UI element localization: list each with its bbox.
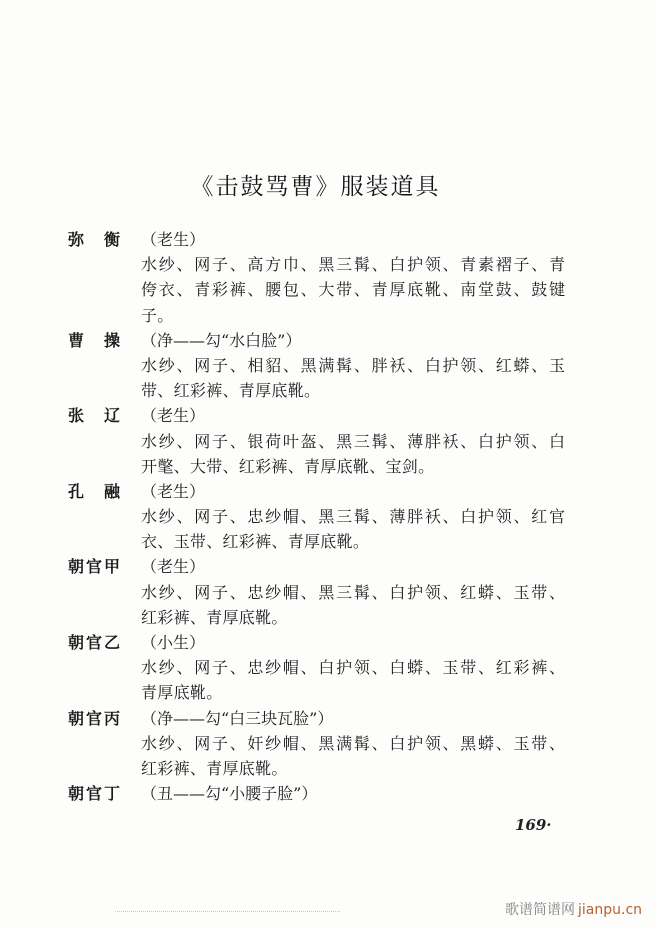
costume-line: 红彩裤、青厚底靴。 (141, 758, 288, 778)
character-name: 朝官甲 (68, 557, 120, 577)
costume-line: 水纱、网子、银荷叶盔、黑三髯、薄胖袄、白护领、白 (141, 431, 565, 451)
costume-line: 水纱、网子、忠纱帽、黑三髯、薄胖袄、白护领、红官 (141, 507, 565, 527)
character-entry (0, 479, 655, 555)
character-name: 朝官乙 (68, 633, 120, 652)
character-role: （老生） (141, 557, 206, 577)
costume-line: 水纱、网子、奸纱帽、黑满髯、白护领、黑蟒、玉带、 (141, 733, 565, 753)
character-role: （净——勾“水白脸”） (141, 330, 302, 350)
character-name: 弥衡 (68, 230, 120, 249)
character-name: 张辽 (68, 406, 120, 426)
costume-line: 青厚底靴。 (141, 683, 223, 703)
costume-line: 衣、玉带、红彩裤、青厚底靴。 (141, 532, 370, 552)
scan-artifact-divider (115, 911, 340, 912)
page-number: 169· (515, 816, 552, 834)
site-watermark (505, 900, 642, 920)
character-entry (0, 706, 655, 782)
character-entry (0, 554, 655, 630)
costume-line: 侉衣、青彩裤、腰包、大带、青厚底靴、南堂鼓、鼓键 (141, 280, 565, 300)
watermark-site-name: 歌谱简谱网 (505, 902, 575, 918)
character-name: 孔融 (68, 481, 120, 501)
costume-line: 带、红彩裤、青厚底靴。 (141, 381, 321, 401)
character-role: （丑——勾“小腰子脸”） (141, 784, 318, 804)
character-role: （老生） (141, 230, 206, 249)
character-role: （净——勾“白三块瓦脸”） (141, 708, 334, 728)
character-role: （老生） (141, 481, 206, 501)
character-entry (0, 328, 655, 404)
costume-line: 水纱、网子、忠纱帽、黑三髯、白护领、红蟒、玉带、 (141, 582, 565, 602)
character-name: 朝官丁 (68, 784, 120, 804)
character-name: 曹操 (68, 330, 120, 350)
watermark-url: jianpu.cn (578, 902, 643, 918)
costume-line: 子。 (141, 305, 174, 325)
character-name: 朝官丙 (68, 708, 120, 728)
costume-line: 红彩裤、青厚底靴。 (141, 607, 288, 627)
costume-line: 开氅、大带、红彩裤、青厚底靴、宝剑。 (141, 456, 435, 476)
costume-line: 水纱、网子、相貂、黑满髯、胖袄、白护领、红蟒、玉 (141, 355, 565, 375)
character-entry (0, 227, 655, 328)
character-entry (0, 630, 655, 706)
character-entry (0, 781, 655, 806)
page-title: 《击鼓骂曹》服装道具 (190, 174, 441, 200)
character-entry (0, 403, 655, 479)
costume-line: 水纱、网子、忠纱帽、白护领、白蟒、玉带、红彩裤、 (141, 658, 565, 678)
costume-line: 水纱、网子、高方巾、黑三髯、白护领、青素褶子、青 (141, 255, 565, 275)
character-role: （老生） (141, 406, 206, 426)
character-role: （小生） (141, 633, 206, 652)
costume-list (0, 227, 655, 806)
